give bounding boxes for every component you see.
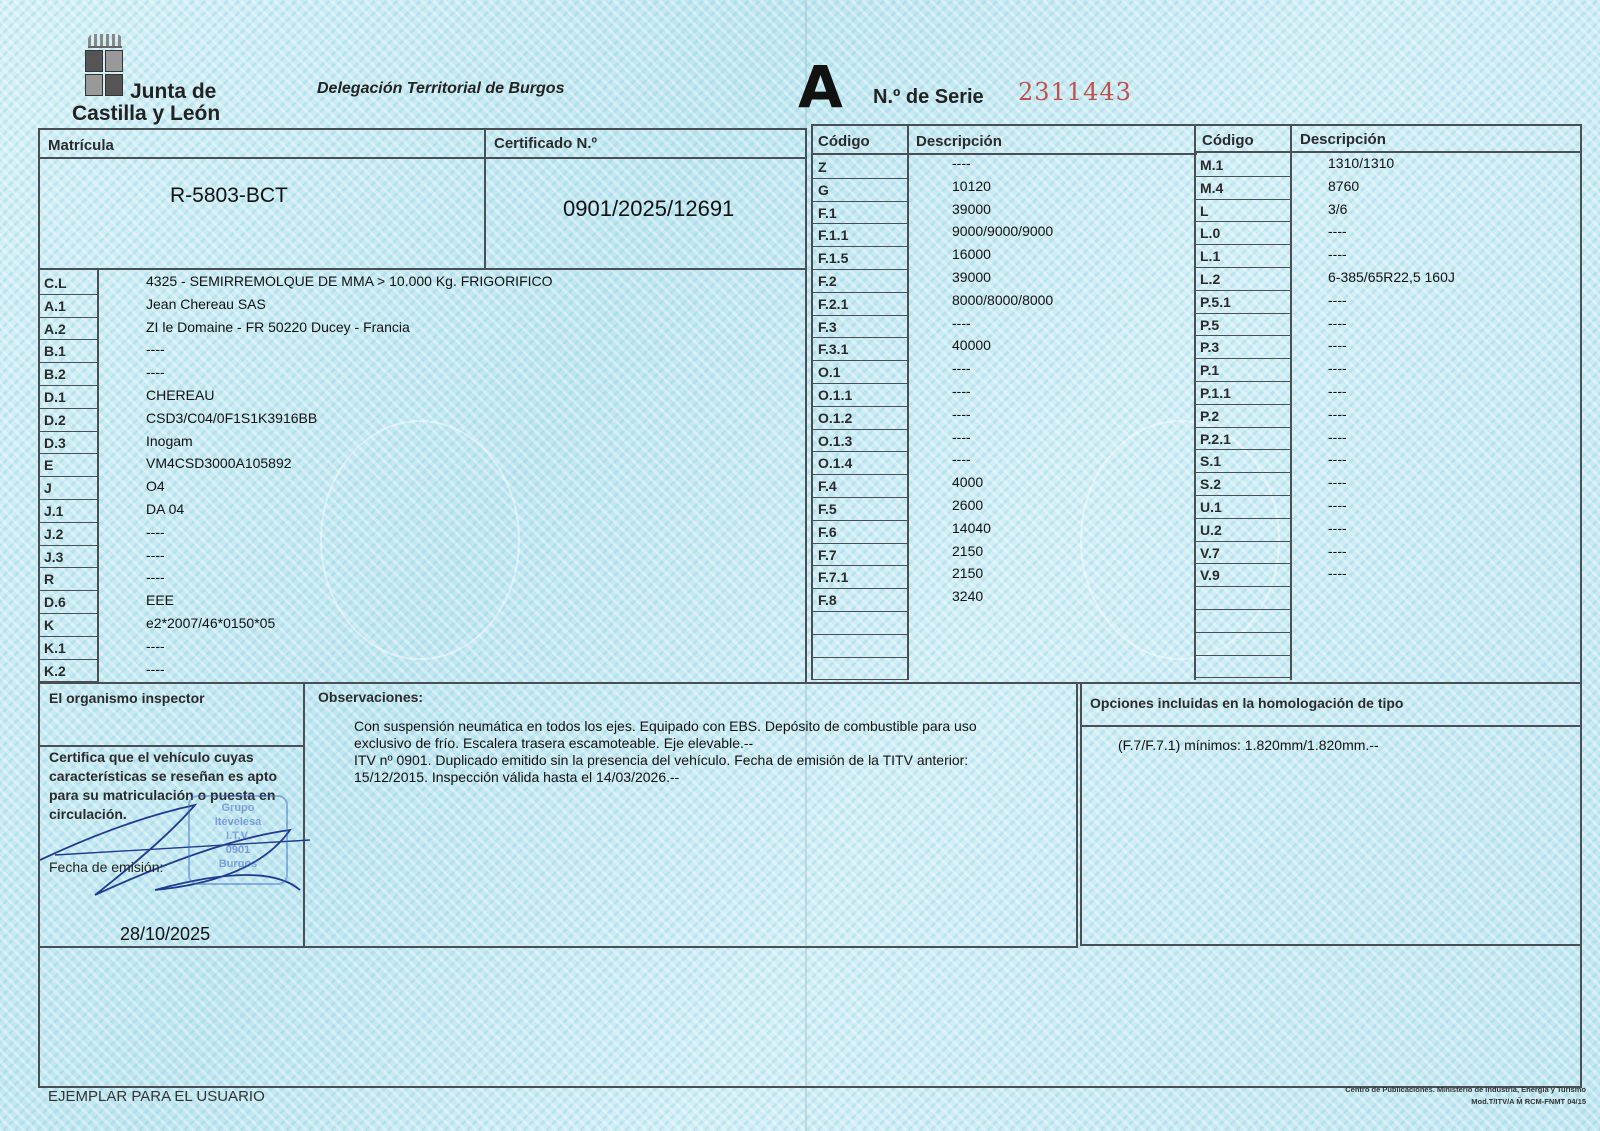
table-row-code: M.4 [1200,179,1224,196]
table-row-value: VM4CSD3000A105892 [146,455,292,472]
stamp-line: Grupo [221,802,255,814]
table-row-divider [1194,176,1292,177]
table-row-code: J.3 [44,548,64,565]
table-row-value: ---- [1328,337,1347,354]
table-row-divider [38,453,99,454]
table-row-code: P.3 [1200,339,1220,356]
table-row-value: ---- [1328,291,1347,308]
table-row-value: 2150 [952,565,984,582]
matricula-bottom [38,268,806,270]
table-row-value: e2*2007/46*0150*05 [146,615,276,631]
table-row-code: O.1.1 [818,387,853,403]
serial-label: N.º de Serie [873,86,984,108]
table-row-divider [1194,404,1292,405]
observaciones-line: exclusivo de frío. Escalera trasera escamoteable. Eje elevable.-- [354,735,754,751]
table-row-code: L [1200,202,1209,219]
table-row-code: P.1 [1200,362,1220,379]
table-row-divider [811,223,909,224]
category-letter: A [798,53,843,121]
table-row-code: F.6 [818,523,837,540]
table-row-divider [811,497,909,498]
table-row-value: 40000 [952,337,991,354]
table-row-value: 4000 [952,474,984,491]
middle-code-header: Código [818,133,870,150]
table-row-code: O.1.3 [818,432,853,449]
table-row-value: ---- [146,660,165,677]
table-row-value: 10120 [952,177,991,194]
table-row-divider [811,315,909,316]
inspector-title: El organismo inspector [49,690,205,706]
table-row-code: K [44,617,55,633]
table-row-value: ---- [952,314,971,331]
coat-of-arms-icon [85,50,125,100]
stamp-line: Burgos [218,858,258,870]
table-row-divider [1194,244,1292,245]
table-row-code: F.2 [818,273,837,289]
table-row-code: P.2 [1200,407,1220,424]
inspector-bottom [38,946,1078,948]
table-row-value: ZI le Domaine - FR 50220 Ducey - Francia [146,318,410,335]
copy-label: EJEMPLAR PARA EL USUARIO [48,1088,265,1105]
table-row-code: F.4 [818,478,837,495]
table-row-code: F.3.1 [818,341,849,358]
observaciones-line: 15/12/2015. Inspección válida hasta el 14/03/2026.-- [354,769,680,785]
table-row-value: ---- [952,451,971,468]
table-row-code: P.5 [1200,316,1220,333]
opciones-bottom [1080,944,1582,946]
table-row-value: ---- [1328,565,1347,582]
table-row-code: D.6 [44,594,66,611]
stamp-line: Itevelesa [214,816,262,828]
frame-top-right [811,124,1582,126]
table-row-divider [811,634,909,635]
table-row-divider [38,362,99,363]
table-row-code: J.2 [44,525,64,542]
table-row-divider [1194,563,1292,564]
table-row-value: 8760 [1328,177,1360,194]
table-row-divider [811,201,909,202]
publisher-line: Centro de Publicaciones. Ministerio de Industria, Energía y Turismo [1345,1085,1586,1094]
coat-of-arms-watermark-left [320,420,520,660]
table-row-code: B.2 [44,366,66,383]
junta-castilla-leon-logo [70,32,230,127]
table-row-divider [1194,472,1292,473]
right-code-header: Código [1202,132,1254,149]
serial-number: 2311443 [1018,78,1132,106]
table-row-divider [38,499,99,500]
table-row-divider [38,339,99,340]
table-row-divider [38,476,99,477]
right-table-left-edge [1194,124,1196,680]
table-row-code: P.2.1 [1200,430,1231,447]
table-row-divider [38,317,99,318]
table-row-code: V.7 [1200,544,1220,561]
table-row-divider [1194,518,1292,519]
table-row-value: ---- [1328,246,1347,263]
opciones-left-edge [1080,682,1082,946]
table-row-divider [1194,290,1292,291]
fecha-emision-label: Fecha de emisión: [49,859,164,875]
stamp-line: 0901 [225,844,251,856]
table-row-value: ---- [952,155,971,171]
table-row-value: 2600 [952,497,984,513]
matricula-cert-divider [484,128,486,269]
table-row-divider [1194,221,1292,222]
table-row-value: 1310/1310 [1328,155,1395,171]
table-row-divider [1194,609,1292,610]
table-row-value: 9000/9000/9000 [952,223,1054,240]
table-row-value: ---- [1328,497,1347,513]
middle-table-header-line [811,153,1197,155]
table-row-value: 8000/8000/8000 [952,291,1054,308]
table-row-value: ---- [952,428,971,445]
bottom-section-top [38,682,1582,684]
table-row-code: F.3 [818,318,837,335]
table-row-value: 14040 [952,519,991,536]
table-row-code: F.1 [818,204,837,221]
table-row-divider [811,520,909,521]
observaciones-line: Con suspensión neumática en todos los ejes. Equipado con EBS. Depósito de combustible para uso [354,718,977,734]
table-row-code: S.2 [1200,476,1222,493]
table-row-value: CHEREAU [146,387,215,403]
table-row-code: K.2 [44,662,66,679]
table-row-divider [1194,313,1292,314]
table-row-divider [811,474,909,475]
table-row-value: ---- [1328,428,1347,445]
matricula-header-line [38,157,806,159]
table-row-value: ---- [146,546,165,563]
table-row-divider [811,383,909,384]
table-row-code: D.1 [44,389,66,405]
model-line: Mod.T/ITV/A M̃ RCM-FNMT 04/15 [1471,1097,1586,1106]
table-row-divider [811,292,909,293]
logo-text-line2: Castilla y León [72,102,221,125]
table-row-value: DA 04 [146,501,185,517]
table-row-divider [811,451,909,452]
table-row-divider [811,611,909,612]
table-row-value: 2150 [952,542,984,559]
frame-mid-left [805,128,807,682]
table-row-divider [811,269,909,270]
table-row-value: ---- [146,569,165,586]
table-row-value: ---- [952,360,971,377]
observaciones-text [354,718,1054,786]
table-row-code: A.1 [44,297,66,314]
delegation-title: Delegación Territorial de Burgos [317,80,565,97]
table-row-code: O.1.2 [818,409,853,426]
table-row-code: L.1 [1200,248,1221,265]
table-row-divider [38,431,99,432]
table-row-divider [811,588,909,589]
table-row-divider [38,567,99,568]
inspector-certification-text: Certifica que el vehículo cuyas características se reseñan es apto para su matriculación o puesta en circulación. [49,749,278,822]
table-row-value: Inogam [146,432,193,449]
table-row-divider [1194,632,1292,633]
right-table-header-line [1194,151,1582,153]
matricula-value: R-5803-BCT [170,184,288,207]
frame-mid-right [811,124,813,680]
table-row-value: 4325 - SEMIRREMOLQUE DE MMA > 10.000 Kg. FRIGORIFICO [146,273,553,289]
table-row-divider [1194,677,1292,678]
table-row-value: 3/6 [1328,200,1348,217]
itv-stamp [188,795,288,885]
table-row-divider [38,545,99,546]
table-row-divider [1194,381,1292,382]
table-row-value: ---- [146,364,165,381]
table-row-code: S.1 [1200,453,1222,470]
table-row-divider [811,406,909,407]
table-row-code: J.1 [44,503,64,519]
table-row-divider [811,543,909,544]
table-row-divider [1194,449,1292,450]
table-row-value: 39000 [952,200,991,217]
stamp-line: I.T.V. [225,830,251,842]
table-row-divider [1194,495,1292,496]
observaciones-line: ITV nº 0901. Duplicado emitido sin la presencia del vehículo. Fecha de emisión de la TITV anterior: [354,752,969,768]
table-row-value: 16000 [952,246,991,263]
opciones-title: Opciones incluidas en la homologación de tipo [1090,695,1404,711]
table-row-code: Z [818,159,827,175]
table-row-divider [38,613,99,614]
right-table-code-divider [1290,124,1292,680]
table-row-value: 3240 [952,588,984,605]
table-row-divider [811,565,909,566]
table-row-divider [1194,358,1292,359]
table-row-code: D.3 [44,434,66,451]
middle-desc-header: Descripción [916,133,1002,150]
table-row-code: K.1 [44,639,66,656]
table-row-value: CSD3/C04/0F1S1K3916BB [146,409,318,426]
table-row-divider [38,590,99,591]
fecha-emision-value: 28/10/2025 [120,924,211,944]
table-row-code: F.5 [818,501,837,517]
table-row-value: ---- [1328,451,1347,468]
table-row-value: ---- [1328,383,1347,399]
table-row-value: ---- [146,523,165,540]
table-row-code: F.2.1 [818,295,849,312]
table-row-value: ---- [1328,405,1347,422]
opciones-header-line [1080,725,1582,727]
table-row-code: O.1.4 [818,455,853,472]
table-row-code: F.7 [818,546,837,563]
table-row-code: F.7.1 [818,569,849,586]
table-row-value: Jean Chereau SAS [146,295,266,312]
table-row-value: ---- [1328,314,1347,331]
table-row-value: ---- [1328,542,1347,559]
table-row-value: ---- [952,405,971,422]
certificado-value: 0901/2025/12691 [563,196,735,221]
table-row-divider [811,178,909,179]
observaciones-right-edge [1076,682,1078,948]
table-row-code: J [44,480,52,497]
table-row-divider [811,337,909,338]
table-row-code: M.1 [1200,157,1224,173]
table-row-code: B.1 [44,343,66,360]
table-row-divider [38,294,99,295]
table-row-divider [1194,427,1292,428]
table-row-code: O.1 [818,364,841,381]
table-row-value: 39000 [952,269,991,285]
table-row-code: G [818,181,829,198]
inspector-mid-line [38,745,303,747]
table-row-code: F.1.1 [818,227,849,244]
table-row-divider [1194,267,1292,268]
matricula-label: Matrícula [48,137,114,154]
table-row-code: V.9 [1200,567,1220,584]
table-row-divider [38,636,99,637]
frame-left [38,128,40,1088]
table-row-code: F.8 [818,592,837,609]
table-row-value: ---- [1328,223,1347,240]
table-row-divider [38,408,99,409]
table-row-code: D.2 [44,411,66,428]
table-row-value: O4 [146,478,165,495]
table-row-divider [811,429,909,430]
table-row-divider [811,679,909,680]
table-row-divider [811,657,909,658]
table-row-code: L.0 [1200,225,1221,242]
table-row-value: ---- [1328,360,1347,377]
table-row-code: A.2 [44,320,66,337]
table-row-value: ---- [146,637,165,654]
table-row-code: E [44,457,54,474]
table-row-divider [1194,199,1292,200]
crown-icon [88,34,122,48]
frame-top [38,128,806,130]
table-row-code: R [44,571,55,588]
table-row-code: P.5.1 [1200,293,1231,310]
certificado-label: Certificado N.º [494,135,597,152]
table-row-value: 6-385/65R22,5 160J [1328,269,1455,285]
table-row-value: EEE [146,592,175,609]
table-row-divider [38,522,99,523]
table-row-divider [811,246,909,247]
table-row-divider [38,385,99,386]
opciones-text: (F.7/F.7.1) mínimos: 1.820mm/1.820mm.-- [1118,737,1379,753]
table-row-value: ---- [1328,474,1347,491]
logo-text-line1: Junta de [130,80,217,103]
table-row-divider [1194,586,1292,587]
table-row-value: ---- [146,341,165,358]
table-row-code: P.1.1 [1200,385,1231,401]
table-row-value: ---- [952,383,971,399]
table-row-code: F.1.5 [818,250,849,267]
right-desc-header: Descripción [1300,131,1386,148]
middle-table-code-divider [907,124,909,680]
observaciones-title: Observaciones: [318,689,424,705]
table-row-divider [1194,541,1292,542]
table-row-code: C.L [44,275,67,291]
table-row-divider [811,360,909,361]
frame-right [1580,124,1582,1087]
table-row-divider [1194,335,1292,336]
table-row-code: L.2 [1200,271,1221,287]
table-row-code: U.1 [1200,499,1222,515]
table-row-divider [38,659,99,660]
table-row-divider [1194,655,1292,656]
table-row-value: ---- [1328,519,1347,536]
table-row-code: U.2 [1200,521,1222,538]
